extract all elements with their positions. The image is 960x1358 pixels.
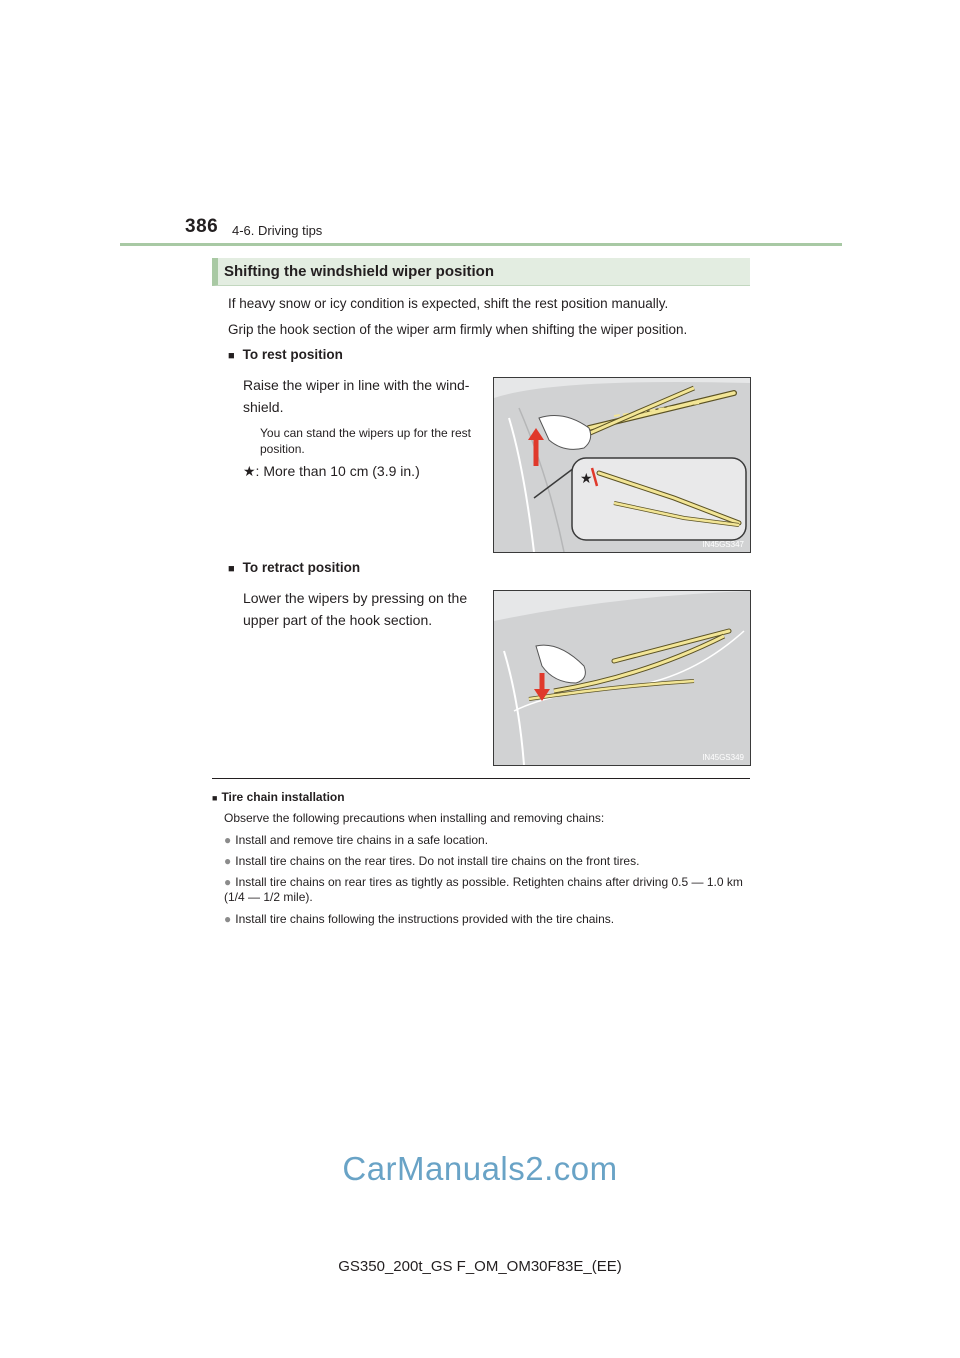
- rest-position-heading-text: To rest position: [242, 347, 343, 362]
- intro-paragraph-1: If heavy snow or icy condition is expected, shift the rest position manually.: [228, 296, 669, 311]
- figure-rest-position: [493, 377, 751, 553]
- bullet-icon: ●: [224, 912, 232, 926]
- list-item-text: Install tire chains following the instructions provided with the tire chains.: [235, 912, 615, 926]
- notes-intro: Observe the following precautions when installing and removing chains:: [224, 811, 605, 825]
- list-item: [224, 833, 750, 848]
- watermark-logo: CarManuals2.com: [342, 1150, 618, 1187]
- retract-position-heading: [228, 560, 360, 575]
- section-title: Shifting the windshield wiper position: [224, 263, 494, 280]
- retract-position-heading-text: To retract position: [242, 560, 361, 575]
- page-number: 386: [185, 216, 219, 237]
- square-bullet-icon: ■: [228, 563, 235, 575]
- notes-title-text: Tire chain installation: [221, 790, 345, 804]
- rest-position-text-line-1: Raise the wiper in line with the wind-: [243, 377, 470, 393]
- list-item-text: Install tire chains on the rear tires. Do not install tire chains on the front tires.: [235, 854, 640, 868]
- list-item-text: Install and remove tire chains in a safe location.: [235, 833, 489, 847]
- figure-code-1: IN45GS347: [702, 540, 744, 549]
- list-item-text: Install tire chains on rear tires as tightly as possible. Retighten chains after driving 0.5 — 1.0 km (1/4 — 1/2 mile).: [224, 875, 743, 904]
- star-distance-label: ★: More than 10 cm (3.9 in.): [243, 463, 420, 479]
- svg-text:★: ★: [580, 471, 593, 487]
- section-reference: 4-6. Driving tips: [232, 223, 323, 238]
- rest-position-note: You can stand the wipers up for the rest position.: [260, 426, 472, 456]
- rest-position-text-line-2: shield.: [243, 399, 284, 415]
- rest-position-text: [243, 374, 483, 418]
- list-item: [224, 854, 750, 869]
- figure-retract-position: [493, 590, 751, 766]
- bullet-icon: ●: [224, 833, 232, 847]
- rest-position-heading: [228, 347, 343, 362]
- bullet-icon: ●: [224, 875, 232, 889]
- notes-title: [212, 790, 345, 804]
- wiper-lower-illustration: [494, 591, 750, 765]
- retract-position-text: [243, 587, 483, 631]
- figure-code-2: IN45GS349: [702, 753, 744, 762]
- list-item: [224, 875, 750, 905]
- document-code: GS350_200t_GS F_OM_OM30F83E_(EE): [338, 1258, 622, 1275]
- list-item: [224, 912, 750, 927]
- header-rule: [120, 243, 842, 246]
- notes-divider: [212, 778, 750, 779]
- retract-position-text-line-1: Lower the wipers by pressing on the: [243, 590, 468, 606]
- intro-paragraph-2: Grip the hook section of the wiper arm firmly when shifting the wiper position.: [228, 322, 688, 337]
- wiper-raise-illustration: [494, 378, 750, 552]
- square-bullet-icon: ■: [228, 350, 235, 362]
- bullet-icon: ●: [224, 854, 232, 868]
- square-bullet-icon: ■: [212, 793, 218, 803]
- retract-position-text-line-2: upper part of the hook section.: [243, 612, 433, 628]
